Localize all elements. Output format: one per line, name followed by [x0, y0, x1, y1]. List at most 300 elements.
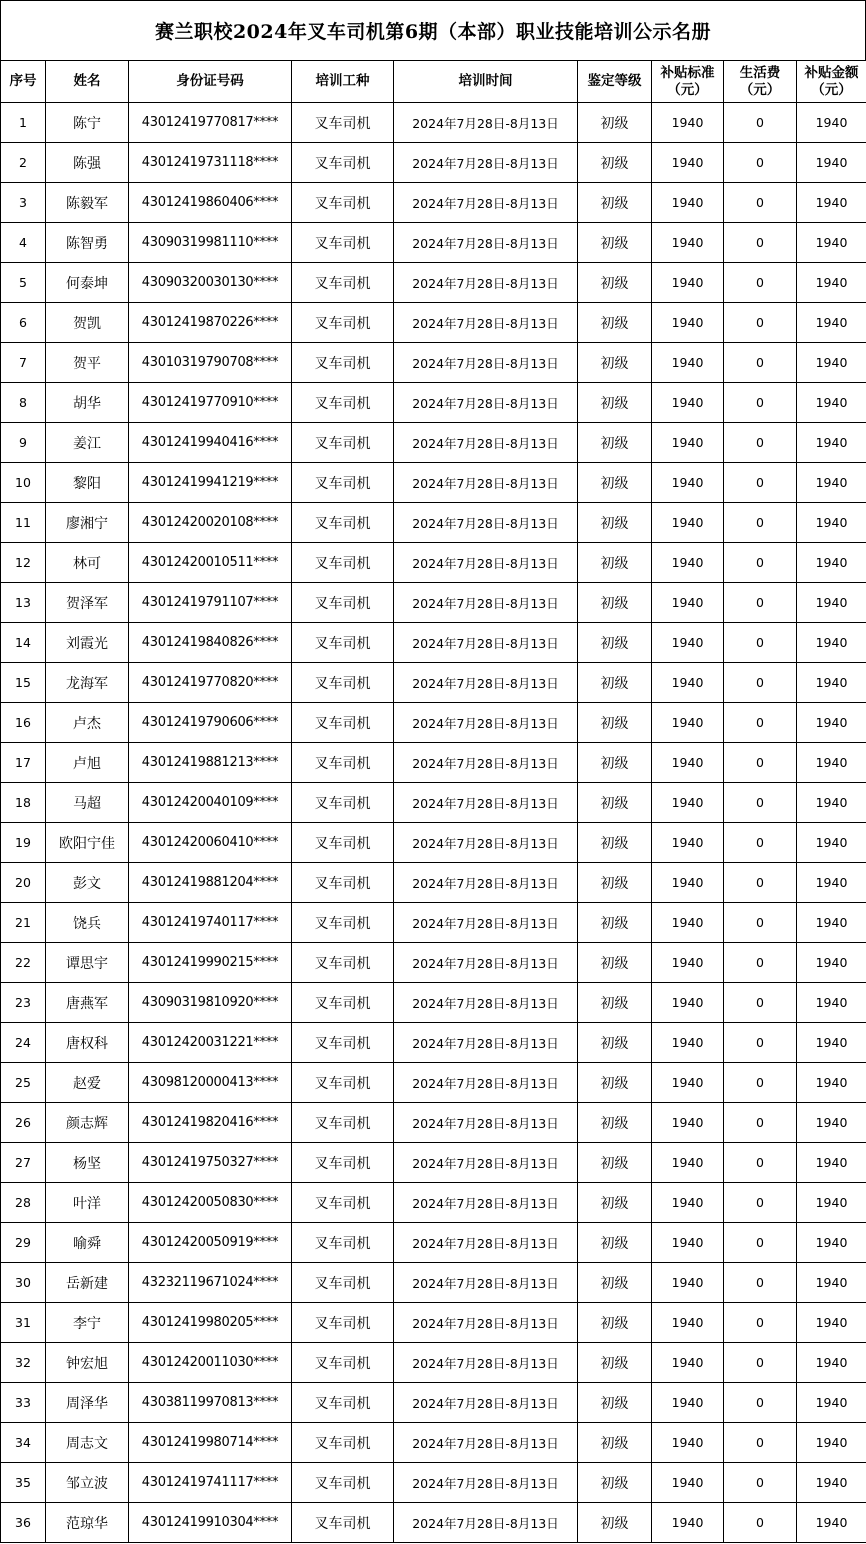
table-row	[1, 863, 866, 903]
table-row	[1, 143, 866, 183]
cell-training-period: 2024年7月28日-8月13日	[394, 143, 578, 183]
cell-subsidy-amount: 1940	[797, 1423, 866, 1463]
cell-trade: 叉车司机	[292, 863, 394, 903]
cell-name: 贺泽军	[46, 583, 129, 623]
cell-id-number: 43012419860406****	[129, 183, 292, 223]
cell-subsidy-standard: 1940	[652, 543, 724, 583]
cell-id-number: 43012420031221****	[129, 1023, 292, 1063]
cell-training-period: 2024年7月28日-8月13日	[394, 703, 578, 743]
table-row	[1, 223, 866, 263]
cell-subsidy-amount: 1940	[797, 143, 866, 183]
cell-subsidy-amount: 1940	[797, 583, 866, 623]
cell-level: 初级	[578, 1263, 652, 1303]
cell-subsidy-standard: 1940	[652, 143, 724, 183]
cell-living-allowance: 0	[724, 943, 797, 983]
cell-subsidy-amount: 1940	[797, 1183, 866, 1223]
cell-subsidy-amount: 1940	[797, 1343, 866, 1383]
cell-subsidy-standard: 1940	[652, 1423, 724, 1463]
table-row	[1, 183, 866, 223]
cell-name: 叶洋	[46, 1183, 129, 1223]
cell-subsidy-amount: 1940	[797, 223, 866, 263]
cell-training-period: 2024年7月28日-8月13日	[394, 223, 578, 263]
table-row	[1, 1103, 866, 1143]
cell-id-number: 43012419990215****	[129, 943, 292, 983]
cell-training-period: 2024年7月28日-8月13日	[394, 183, 578, 223]
cell-subsidy-standard: 1940	[652, 223, 724, 263]
cell-level: 初级	[578, 1503, 652, 1543]
table-row	[1, 1063, 866, 1103]
cell-training-period: 2024年7月28日-8月13日	[394, 1223, 578, 1263]
cell-living-allowance: 0	[724, 263, 797, 303]
cell-seq: 23	[1, 983, 46, 1023]
cell-level: 初级	[578, 143, 652, 183]
cell-level: 初级	[578, 423, 652, 463]
cell-subsidy-standard: 1940	[652, 703, 724, 743]
cell-id-number: 43012419790606****	[129, 703, 292, 743]
cell-trade: 叉车司机	[292, 583, 394, 623]
cell-id-number: 43012420060410****	[129, 823, 292, 863]
cell-living-allowance: 0	[724, 783, 797, 823]
cell-name: 贺凯	[46, 303, 129, 343]
cell-subsidy-standard: 1940	[652, 583, 724, 623]
cell-name: 马超	[46, 783, 129, 823]
cell-living-allowance: 0	[724, 383, 797, 423]
cell-living-allowance: 0	[724, 1423, 797, 1463]
cell-training-period: 2024年7月28日-8月13日	[394, 263, 578, 303]
cell-seq: 32	[1, 1343, 46, 1383]
cell-living-allowance: 0	[724, 703, 797, 743]
table-row	[1, 1343, 866, 1383]
cell-name: 邹立波	[46, 1463, 129, 1503]
cell-subsidy-standard: 1940	[652, 1503, 724, 1543]
cell-living-allowance: 0	[724, 143, 797, 183]
cell-subsidy-amount: 1940	[797, 663, 866, 703]
cell-id-number: 43012419740117****	[129, 903, 292, 943]
cell-trade: 叉车司机	[292, 943, 394, 983]
col-header-subsidy-standard: 补贴标准（元）	[652, 61, 724, 103]
cell-name: 范琼华	[46, 1503, 129, 1543]
cell-trade: 叉车司机	[292, 623, 394, 663]
cell-subsidy-standard: 1940	[652, 1103, 724, 1143]
cell-seq: 29	[1, 1223, 46, 1263]
cell-seq: 16	[1, 703, 46, 743]
cell-subsidy-standard: 1940	[652, 383, 724, 423]
cell-id-number: 43012419980205****	[129, 1303, 292, 1343]
cell-name: 周泽华	[46, 1383, 129, 1423]
cell-training-period: 2024年7月28日-8月13日	[394, 583, 578, 623]
cell-seq: 26	[1, 1103, 46, 1143]
page-title: 赛兰职校2024年叉车司机第6期（本部）职业技能培训公示名册	[0, 0, 866, 60]
cell-id-number: 43012420010511****	[129, 543, 292, 583]
cell-subsidy-standard: 1940	[652, 263, 724, 303]
cell-level: 初级	[578, 1023, 652, 1063]
cell-subsidy-amount: 1940	[797, 1023, 866, 1063]
table-row	[1, 1383, 866, 1423]
cell-training-period: 2024年7月28日-8月13日	[394, 423, 578, 463]
cell-subsidy-amount: 1940	[797, 303, 866, 343]
cell-subsidy-amount: 1940	[797, 1223, 866, 1263]
cell-subsidy-standard: 1940	[652, 503, 724, 543]
table-row	[1, 543, 866, 583]
cell-name: 岳新建	[46, 1263, 129, 1303]
cell-subsidy-amount: 1940	[797, 263, 866, 303]
cell-subsidy-standard: 1940	[652, 863, 724, 903]
cell-level: 初级	[578, 903, 652, 943]
cell-name: 赵爱	[46, 1063, 129, 1103]
cell-id-number: 43012420020108****	[129, 503, 292, 543]
cell-id-number: 43012419881204****	[129, 863, 292, 903]
col-header-name: 姓名	[46, 61, 129, 103]
table-row	[1, 423, 866, 463]
cell-training-period: 2024年7月28日-8月13日	[394, 623, 578, 663]
cell-training-period: 2024年7月28日-8月13日	[394, 1423, 578, 1463]
cell-name: 林可	[46, 543, 129, 583]
cell-subsidy-standard: 1940	[652, 1223, 724, 1263]
cell-living-allowance: 0	[724, 1223, 797, 1263]
cell-training-period: 2024年7月28日-8月13日	[394, 1503, 578, 1543]
col-header-seq: 序号	[1, 61, 46, 103]
cell-seq: 11	[1, 503, 46, 543]
table-row	[1, 1423, 866, 1463]
cell-subsidy-amount: 1940	[797, 1503, 866, 1543]
cell-living-allowance: 0	[724, 1383, 797, 1423]
cell-training-period: 2024年7月28日-8月13日	[394, 103, 578, 143]
cell-level: 初级	[578, 103, 652, 143]
cell-seq: 13	[1, 583, 46, 623]
table-row	[1, 1463, 866, 1503]
cell-living-allowance: 0	[724, 1023, 797, 1063]
cell-id-number: 43012419820416****	[129, 1103, 292, 1143]
cell-subsidy-amount: 1940	[797, 623, 866, 663]
cell-living-allowance: 0	[724, 1263, 797, 1303]
cell-level: 初级	[578, 823, 652, 863]
cell-name: 唐权科	[46, 1023, 129, 1063]
cell-trade: 叉车司机	[292, 983, 394, 1023]
cell-subsidy-standard: 1940	[652, 343, 724, 383]
cell-seq: 2	[1, 143, 46, 183]
cell-level: 初级	[578, 743, 652, 783]
cell-level: 初级	[578, 1063, 652, 1103]
table-row	[1, 583, 866, 623]
cell-id-number: 43012419870226****	[129, 303, 292, 343]
cell-training-period: 2024年7月28日-8月13日	[394, 863, 578, 903]
col-header-trade: 培训工种	[292, 61, 394, 103]
cell-id-number: 43012420011030****	[129, 1343, 292, 1383]
cell-seq: 3	[1, 183, 46, 223]
cell-subsidy-amount: 1940	[797, 943, 866, 983]
table-row	[1, 303, 866, 343]
cell-trade: 叉车司机	[292, 503, 394, 543]
cell-id-number: 43012419791107****	[129, 583, 292, 623]
cell-id-number: 43012419980714****	[129, 1423, 292, 1463]
cell-subsidy-standard: 1940	[652, 303, 724, 343]
cell-subsidy-amount: 1940	[797, 1143, 866, 1183]
cell-seq: 7	[1, 343, 46, 383]
cell-training-period: 2024年7月28日-8月13日	[394, 543, 578, 583]
cell-level: 初级	[578, 583, 652, 623]
cell-living-allowance: 0	[724, 223, 797, 263]
cell-id-number: 43012420050830****	[129, 1183, 292, 1223]
cell-level: 初级	[578, 1223, 652, 1263]
cell-id-number: 43012419770820****	[129, 663, 292, 703]
cell-subsidy-amount: 1940	[797, 983, 866, 1023]
cell-training-period: 2024年7月28日-8月13日	[394, 503, 578, 543]
cell-living-allowance: 0	[724, 623, 797, 663]
cell-subsidy-amount: 1940	[797, 503, 866, 543]
cell-seq: 15	[1, 663, 46, 703]
cell-trade: 叉车司机	[292, 1463, 394, 1503]
cell-level: 初级	[578, 183, 652, 223]
cell-level: 初级	[578, 223, 652, 263]
table-row	[1, 103, 866, 143]
table-row	[1, 383, 866, 423]
cell-name: 彭文	[46, 863, 129, 903]
cell-training-period: 2024年7月28日-8月13日	[394, 463, 578, 503]
table-row	[1, 823, 866, 863]
cell-name: 陈强	[46, 143, 129, 183]
cell-subsidy-standard: 1940	[652, 623, 724, 663]
cell-name: 欧阳宁佳	[46, 823, 129, 863]
cell-name: 卢杰	[46, 703, 129, 743]
cell-subsidy-standard: 1940	[652, 1463, 724, 1503]
cell-level: 初级	[578, 1463, 652, 1503]
cell-living-allowance: 0	[724, 663, 797, 703]
cell-seq: 24	[1, 1023, 46, 1063]
cell-living-allowance: 0	[724, 543, 797, 583]
cell-trade: 叉车司机	[292, 1383, 394, 1423]
cell-trade: 叉车司机	[292, 103, 394, 143]
cell-level: 初级	[578, 343, 652, 383]
table-row	[1, 1223, 866, 1263]
cell-id-number: 43012420040109****	[129, 783, 292, 823]
cell-training-period: 2024年7月28日-8月13日	[394, 1023, 578, 1063]
col-header-id-number: 身份证号码	[129, 61, 292, 103]
cell-subsidy-standard: 1940	[652, 1143, 724, 1183]
cell-seq: 1	[1, 103, 46, 143]
cell-name: 黎阳	[46, 463, 129, 503]
cell-name: 李宁	[46, 1303, 129, 1343]
cell-id-number: 43012419940416****	[129, 423, 292, 463]
cell-living-allowance: 0	[724, 303, 797, 343]
table-row	[1, 743, 866, 783]
cell-level: 初级	[578, 1343, 652, 1383]
cell-seq: 33	[1, 1383, 46, 1423]
cell-id-number: 43038119970813****	[129, 1383, 292, 1423]
cell-training-period: 2024年7月28日-8月13日	[394, 1183, 578, 1223]
cell-name: 颜志辉	[46, 1103, 129, 1143]
cell-trade: 叉车司机	[292, 1103, 394, 1143]
cell-seq: 12	[1, 543, 46, 583]
cell-seq: 9	[1, 423, 46, 463]
table-row	[1, 1303, 866, 1343]
cell-id-number: 43010319790708****	[129, 343, 292, 383]
cell-name: 喻舜	[46, 1223, 129, 1263]
cell-subsidy-amount: 1940	[797, 1383, 866, 1423]
cell-level: 初级	[578, 1423, 652, 1463]
cell-id-number: 43012419731118****	[129, 143, 292, 183]
cell-level: 初级	[578, 663, 652, 703]
cell-subsidy-amount: 1940	[797, 863, 866, 903]
cell-name: 陈宁	[46, 103, 129, 143]
cell-id-number: 43012419741117****	[129, 1463, 292, 1503]
cell-trade: 叉车司机	[292, 223, 394, 263]
cell-seq: 31	[1, 1303, 46, 1343]
cell-seq: 21	[1, 903, 46, 943]
cell-name: 姜江	[46, 423, 129, 463]
cell-id-number: 43098120000413****	[129, 1063, 292, 1103]
cell-living-allowance: 0	[724, 1503, 797, 1543]
cell-subsidy-amount: 1940	[797, 823, 866, 863]
cell-trade: 叉车司机	[292, 343, 394, 383]
cell-seq: 22	[1, 943, 46, 983]
table-row	[1, 783, 866, 823]
cell-subsidy-amount: 1940	[797, 1103, 866, 1143]
cell-training-period: 2024年7月28日-8月13日	[394, 943, 578, 983]
cell-name: 饶兵	[46, 903, 129, 943]
cell-level: 初级	[578, 1143, 652, 1183]
cell-id-number: 43090319810920****	[129, 983, 292, 1023]
table-row	[1, 263, 866, 303]
cell-living-allowance: 0	[724, 423, 797, 463]
cell-living-allowance: 0	[724, 903, 797, 943]
cell-level: 初级	[578, 1103, 652, 1143]
cell-training-period: 2024年7月28日-8月13日	[394, 1343, 578, 1383]
cell-seq: 34	[1, 1423, 46, 1463]
cell-seq: 20	[1, 863, 46, 903]
cell-living-allowance: 0	[724, 983, 797, 1023]
cell-trade: 叉车司机	[292, 663, 394, 703]
cell-subsidy-standard: 1940	[652, 1383, 724, 1423]
cell-subsidy-amount: 1940	[797, 423, 866, 463]
cell-subsidy-standard: 1940	[652, 1183, 724, 1223]
cell-id-number: 43090319981110****	[129, 223, 292, 263]
cell-living-allowance: 0	[724, 743, 797, 783]
cell-training-period: 2024年7月28日-8月13日	[394, 783, 578, 823]
table-row	[1, 1263, 866, 1303]
cell-training-period: 2024年7月28日-8月13日	[394, 983, 578, 1023]
roster-table	[0, 60, 866, 1543]
table-row	[1, 1143, 866, 1183]
cell-living-allowance: 0	[724, 1183, 797, 1223]
cell-id-number: 43090320030130****	[129, 263, 292, 303]
cell-training-period: 2024年7月28日-8月13日	[394, 343, 578, 383]
cell-living-allowance: 0	[724, 1303, 797, 1343]
cell-seq: 30	[1, 1263, 46, 1303]
cell-living-allowance: 0	[724, 823, 797, 863]
cell-training-period: 2024年7月28日-8月13日	[394, 1383, 578, 1423]
cell-seq: 28	[1, 1183, 46, 1223]
cell-trade: 叉车司机	[292, 1303, 394, 1343]
cell-subsidy-standard: 1940	[652, 1303, 724, 1343]
cell-seq: 19	[1, 823, 46, 863]
cell-training-period: 2024年7月28日-8月13日	[394, 743, 578, 783]
cell-level: 初级	[578, 263, 652, 303]
cell-id-number: 43012419941219****	[129, 463, 292, 503]
table-row	[1, 343, 866, 383]
cell-subsidy-standard: 1940	[652, 983, 724, 1023]
col-header-level: 鉴定等级	[578, 61, 652, 103]
cell-id-number: 43012419770910****	[129, 383, 292, 423]
cell-name: 陈智勇	[46, 223, 129, 263]
col-header-training-period: 培训时间	[394, 61, 578, 103]
cell-name: 何泰坤	[46, 263, 129, 303]
cell-subsidy-amount: 1940	[797, 783, 866, 823]
cell-subsidy-standard: 1940	[652, 183, 724, 223]
cell-living-allowance: 0	[724, 1143, 797, 1183]
cell-subsidy-standard: 1940	[652, 1343, 724, 1383]
cell-subsidy-amount: 1940	[797, 463, 866, 503]
cell-subsidy-standard: 1940	[652, 1263, 724, 1303]
cell-trade: 叉车司机	[292, 1063, 394, 1103]
cell-training-period: 2024年7月28日-8月13日	[394, 903, 578, 943]
cell-subsidy-amount: 1940	[797, 1303, 866, 1343]
cell-living-allowance: 0	[724, 863, 797, 903]
table-row	[1, 623, 866, 663]
cell-living-allowance: 0	[724, 183, 797, 223]
cell-level: 初级	[578, 1383, 652, 1423]
cell-training-period: 2024年7月28日-8月13日	[394, 303, 578, 343]
cell-trade: 叉车司机	[292, 263, 394, 303]
cell-level: 初级	[578, 623, 652, 663]
cell-living-allowance: 0	[724, 103, 797, 143]
cell-training-period: 2024年7月28日-8月13日	[394, 663, 578, 703]
cell-id-number: 43012419910304****	[129, 1503, 292, 1543]
cell-trade: 叉车司机	[292, 543, 394, 583]
cell-id-number: 43232119671024****	[129, 1263, 292, 1303]
cell-name: 胡华	[46, 383, 129, 423]
cell-seq: 8	[1, 383, 46, 423]
cell-subsidy-standard: 1940	[652, 783, 724, 823]
cell-living-allowance: 0	[724, 463, 797, 503]
cell-subsidy-amount: 1940	[797, 183, 866, 223]
table-row	[1, 703, 866, 743]
cell-level: 初级	[578, 303, 652, 343]
cell-subsidy-amount: 1940	[797, 383, 866, 423]
cell-subsidy-standard: 1940	[652, 743, 724, 783]
cell-name: 杨坚	[46, 1143, 129, 1183]
cell-training-period: 2024年7月28日-8月13日	[394, 1103, 578, 1143]
cell-subsidy-amount: 1940	[797, 903, 866, 943]
cell-level: 初级	[578, 783, 652, 823]
cell-seq: 27	[1, 1143, 46, 1183]
cell-living-allowance: 0	[724, 503, 797, 543]
cell-subsidy-standard: 1940	[652, 943, 724, 983]
cell-seq: 14	[1, 623, 46, 663]
table-row	[1, 1183, 866, 1223]
table-row	[1, 503, 866, 543]
cell-level: 初级	[578, 983, 652, 1023]
cell-trade: 叉车司机	[292, 743, 394, 783]
cell-level: 初级	[578, 503, 652, 543]
cell-subsidy-standard: 1940	[652, 903, 724, 943]
cell-trade: 叉车司机	[292, 303, 394, 343]
cell-trade: 叉车司机	[292, 463, 394, 503]
cell-id-number: 43012420050919****	[129, 1223, 292, 1263]
cell-trade: 叉车司机	[292, 1183, 394, 1223]
cell-trade: 叉车司机	[292, 383, 394, 423]
cell-name: 谭思宇	[46, 943, 129, 983]
cell-trade: 叉车司机	[292, 1503, 394, 1543]
cell-id-number: 43012419840826****	[129, 623, 292, 663]
cell-trade: 叉车司机	[292, 783, 394, 823]
cell-seq: 25	[1, 1063, 46, 1103]
cell-subsidy-amount: 1940	[797, 1063, 866, 1103]
cell-subsidy-standard: 1940	[652, 423, 724, 463]
table-row	[1, 983, 866, 1023]
cell-trade: 叉车司机	[292, 423, 394, 463]
cell-name: 刘霞光	[46, 623, 129, 663]
cell-trade: 叉车司机	[292, 1023, 394, 1063]
